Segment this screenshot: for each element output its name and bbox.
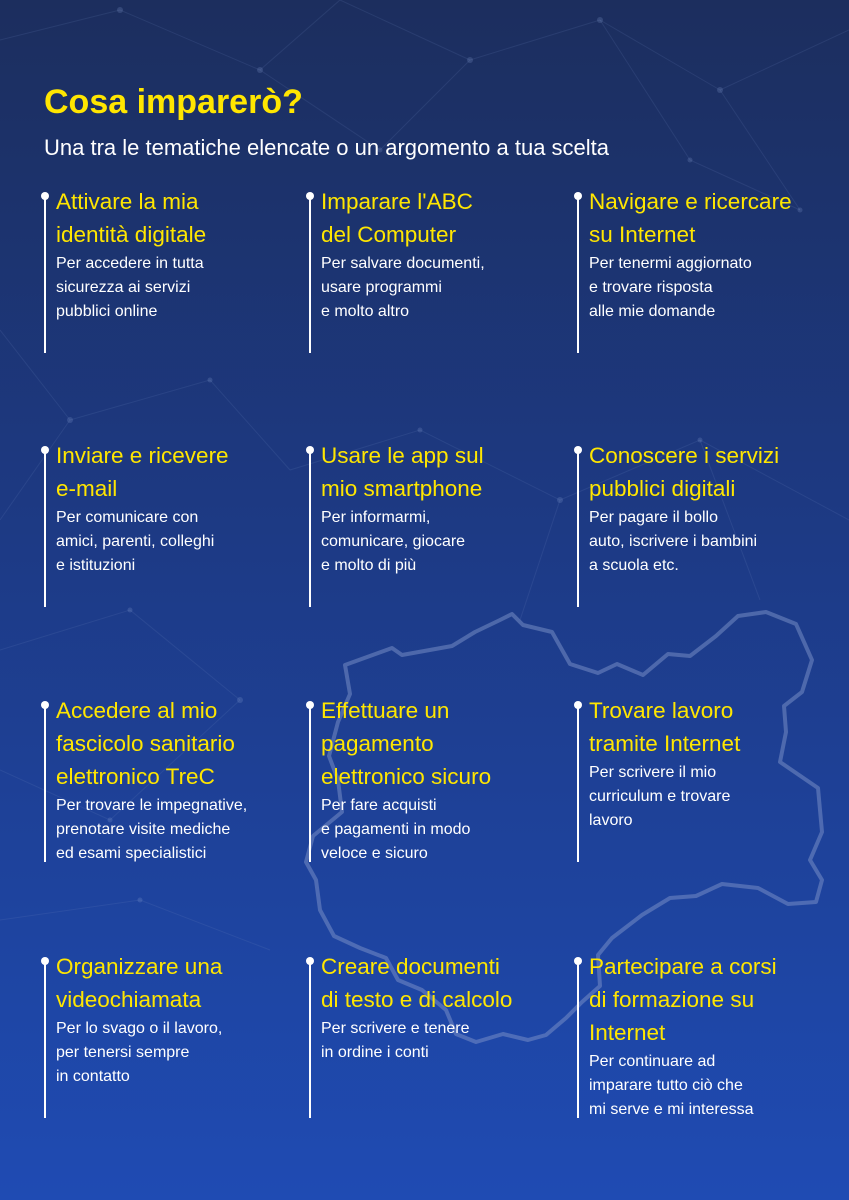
topic-description-line: Per scrivere e tenere	[321, 1020, 470, 1037]
bullet-dot-icon	[574, 957, 582, 965]
topic-description-line: comunicare, giocare	[321, 533, 466, 550]
topic-description-line: Per continuare ad	[589, 1053, 716, 1070]
topic-description	[321, 794, 551, 866]
topic-title-line: elettronico sicuro	[321, 764, 492, 789]
topic-title	[56, 439, 296, 505]
timeline-line	[309, 960, 311, 1118]
topic-title-line: e-mail	[56, 476, 118, 501]
topic-description-line: e istituzioni	[56, 557, 136, 574]
timeline-line	[44, 195, 46, 353]
timeline-line	[577, 704, 579, 862]
bullet-dot-icon	[306, 957, 314, 965]
topic-title-line: Conoscere i servizi	[589, 443, 780, 468]
page-subtitle: Una tra le tematiche elencate o un argomento a tua scelta	[44, 135, 610, 160]
timeline-line	[44, 704, 46, 862]
topic-title	[321, 185, 561, 251]
topic-description	[589, 506, 819, 578]
topic-description-line: Per accedere in tutta	[56, 255, 204, 272]
topic-description-line: alle mie domande	[589, 303, 716, 320]
topic-title	[56, 950, 296, 1016]
topic-description-line: prenotare visite mediche	[56, 821, 231, 838]
bullet-dot-icon	[41, 957, 49, 965]
topic-description	[589, 761, 819, 833]
topic-title-line: tramite Internet	[589, 731, 741, 756]
topic-description-line: ed esami specialistici	[56, 845, 207, 862]
topic-title	[56, 694, 296, 793]
topic-title-line: del Computer	[321, 222, 457, 247]
topic-title-line: Partecipare a corsi	[589, 954, 777, 979]
topic-description	[321, 252, 551, 324]
topic-title-line: Attivare la mia	[56, 189, 199, 214]
topic-title-line: Imparare l'ABC	[321, 189, 473, 214]
bullet-dot-icon	[574, 192, 582, 200]
topic-description	[56, 506, 286, 578]
topic-description-line: amici, parenti, colleghi	[56, 533, 215, 550]
topic-description-line: imparare tutto ciò che	[589, 1077, 743, 1094]
topic-title	[589, 950, 829, 1049]
topic-title-line: Navigare e ricercare	[589, 189, 792, 214]
topic-title-line: identità digitale	[56, 222, 207, 247]
topic-description-line: per tenersi sempre	[56, 1044, 190, 1061]
bullet-dot-icon	[41, 192, 49, 200]
timeline-line	[44, 449, 46, 607]
topic-description-line: Per scrivere il mio	[589, 764, 717, 781]
topic-description-line: usare programmi	[321, 279, 442, 296]
topic-title	[56, 185, 296, 251]
topic-title-line: fascicolo sanitario	[56, 731, 235, 756]
topic-title-line: di formazione su	[589, 987, 755, 1012]
topic-description-line: pubblici online	[56, 303, 158, 320]
topic-title-line: Creare documenti	[321, 954, 500, 979]
topic-title	[589, 439, 829, 505]
bullet-dot-icon	[41, 446, 49, 454]
topic-description-line: lavoro	[589, 812, 633, 829]
topic-description-line: Per comunicare con	[56, 509, 199, 526]
timeline-line	[577, 449, 579, 607]
topic-description-line: veloce e sicuro	[321, 845, 428, 862]
topic-description-line: Per informarmi,	[321, 509, 431, 526]
topic-description-line: Per fare acquisti	[321, 797, 437, 814]
bullet-dot-icon	[306, 446, 314, 454]
topic-title-line: di testo e di calcolo	[321, 987, 513, 1012]
topic-description	[56, 1017, 286, 1089]
timeline-line	[309, 704, 311, 862]
timeline-line	[577, 195, 579, 353]
topic-description-line: curriculum e trovare	[589, 788, 731, 805]
topic-description	[321, 1017, 551, 1065]
topic-title-line: Effettuare un	[321, 698, 450, 723]
topic-description	[56, 794, 286, 866]
topic-title	[321, 694, 561, 793]
timeline-line	[577, 960, 579, 1118]
topic-title-line: su Internet	[589, 222, 696, 247]
topic-title-line: pubblici digitali	[589, 476, 736, 501]
topic-title-line: Internet	[589, 1020, 666, 1045]
topic-description-line: a scuola etc.	[589, 557, 679, 574]
topic-description-line: Per tenermi aggiornato	[589, 255, 752, 272]
topic-description	[56, 252, 286, 324]
topic-title-line: elettronico TreC	[56, 764, 215, 789]
timeline-line	[44, 960, 46, 1118]
topic-description-line: e pagamenti in modo	[321, 821, 471, 838]
topic-description-line: Per trovare le impegnative,	[56, 797, 248, 814]
bullet-dot-icon	[574, 446, 582, 454]
topic-title-line: videochiamata	[56, 987, 202, 1012]
topic-description-line: Per pagare il bollo	[589, 509, 718, 526]
topic-description	[321, 506, 551, 578]
bullet-dot-icon	[574, 701, 582, 709]
bullet-dot-icon	[41, 701, 49, 709]
topic-title	[589, 694, 829, 760]
topic-description-line: e molto di più	[321, 557, 417, 574]
topic-title-line: Organizzare una	[56, 954, 223, 979]
topic-title	[589, 185, 829, 251]
bullet-dot-icon	[306, 701, 314, 709]
topic-title	[321, 439, 561, 505]
bullet-dot-icon	[306, 192, 314, 200]
topic-description	[589, 252, 819, 324]
timeline-line	[309, 449, 311, 607]
topic-description-line: e molto altro	[321, 303, 410, 320]
page-title: Cosa imparerò?	[44, 83, 303, 121]
topic-description-line: auto, iscrivere i bambini	[589, 533, 758, 550]
topic-title-line: Usare le app sul	[321, 443, 484, 468]
topic-description	[589, 1050, 819, 1122]
topic-description-line: e trovare risposta	[589, 279, 713, 296]
topic-description-line: mi serve e mi interessa	[589, 1101, 754, 1118]
topic-title	[321, 950, 561, 1016]
topic-title-line: Accedere al mio	[56, 698, 218, 723]
topic-description-line: Per lo svago o il lavoro,	[56, 1020, 223, 1037]
topic-description-line: Per salvare documenti,	[321, 255, 485, 272]
topic-title-line: pagamento	[321, 731, 434, 756]
topic-title-line: Trovare lavoro	[589, 698, 734, 723]
topic-title-line: mio smartphone	[321, 476, 483, 501]
timeline-line	[309, 195, 311, 353]
topic-description-line: in contatto	[56, 1068, 130, 1085]
topic-description-line: in ordine i conti	[321, 1044, 429, 1061]
topic-title-line: Inviare e ricevere	[56, 443, 229, 468]
topic-description-line: sicurezza ai servizi	[56, 279, 191, 296]
